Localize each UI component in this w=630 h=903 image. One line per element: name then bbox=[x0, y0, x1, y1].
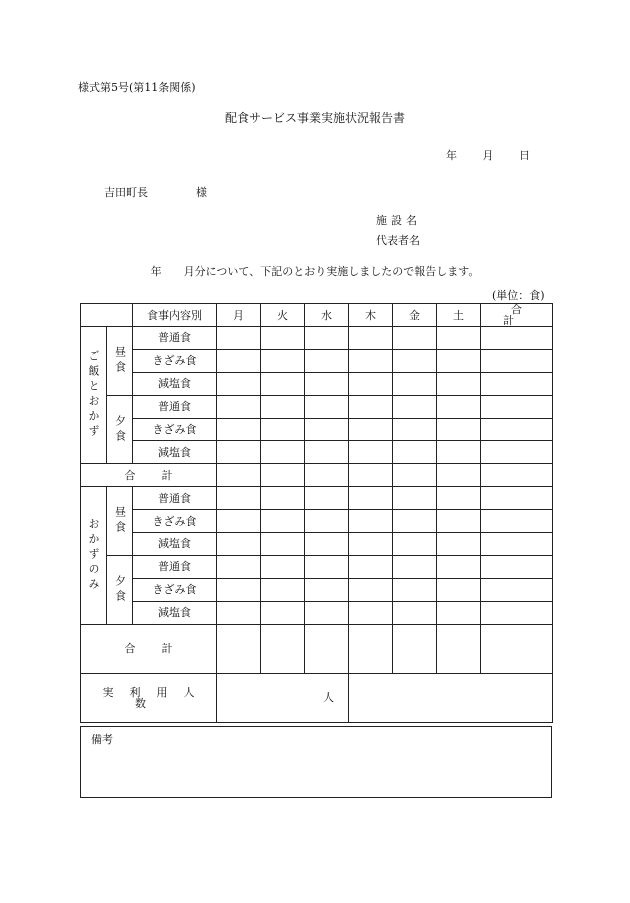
data-cell[interactable] bbox=[349, 441, 393, 464]
data-cell[interactable] bbox=[305, 578, 349, 601]
table-row bbox=[81, 487, 553, 510]
data-cell[interactable] bbox=[261, 395, 305, 418]
data-cell[interactable] bbox=[261, 533, 305, 556]
table-row bbox=[81, 441, 553, 464]
data-cell[interactable] bbox=[393, 418, 437, 441]
data-cell[interactable] bbox=[437, 624, 481, 673]
data-cell[interactable] bbox=[393, 624, 437, 673]
table-row bbox=[81, 578, 553, 601]
unit-label: (単位：食) bbox=[492, 289, 545, 302]
data-cell[interactable] bbox=[481, 441, 553, 464]
data-cell[interactable] bbox=[261, 624, 305, 673]
meal-label: 夕食 bbox=[107, 395, 133, 464]
data-cell[interactable] bbox=[261, 601, 305, 624]
data-cell[interactable] bbox=[393, 533, 437, 556]
data-cell[interactable] bbox=[349, 555, 393, 578]
date-line: 年 月 日 bbox=[446, 149, 530, 162]
report-sentence: 年 月分について、下記のとおり実施しましたので報告します。 bbox=[150, 265, 480, 278]
data-cell[interactable] bbox=[305, 487, 349, 510]
data-cell[interactable] bbox=[481, 418, 553, 441]
meal-type: 減塩食 bbox=[133, 372, 217, 395]
table-body bbox=[81, 304, 553, 723]
data-cell[interactable] bbox=[217, 624, 261, 673]
data-cell[interactable] bbox=[217, 578, 261, 601]
data-cell[interactable] bbox=[217, 555, 261, 578]
data-cell[interactable] bbox=[393, 555, 437, 578]
data-cell[interactable] bbox=[437, 418, 481, 441]
meal-type: 普通食 bbox=[133, 555, 217, 578]
data-cell[interactable] bbox=[349, 464, 393, 487]
data-cell[interactable] bbox=[393, 510, 437, 533]
table-row bbox=[81, 372, 553, 395]
data-cell[interactable] bbox=[217, 487, 261, 510]
data-cell[interactable] bbox=[437, 578, 481, 601]
data-cell[interactable] bbox=[481, 395, 553, 418]
header-day: 月 bbox=[217, 304, 261, 327]
data-cell[interactable] bbox=[305, 372, 349, 395]
representative-label: 代表者名 bbox=[376, 234, 420, 247]
group-label: ご飯とおかず bbox=[81, 327, 107, 464]
data-cell[interactable] bbox=[481, 555, 553, 578]
addressee bbox=[104, 184, 207, 200]
data-cell[interactable] bbox=[437, 555, 481, 578]
form-number: 様式第5号(第11条関係) bbox=[78, 81, 196, 94]
total-row bbox=[81, 624, 553, 673]
data-cell[interactable] bbox=[393, 441, 437, 464]
data-cell[interactable] bbox=[437, 395, 481, 418]
data-cell[interactable] bbox=[349, 510, 393, 533]
header-day: 金 bbox=[393, 304, 437, 327]
data-cell[interactable] bbox=[305, 418, 349, 441]
data-cell[interactable] bbox=[481, 578, 553, 601]
data-cell[interactable] bbox=[261, 441, 305, 464]
table-row bbox=[81, 327, 553, 350]
users-blank-cell bbox=[349, 673, 553, 722]
data-cell[interactable] bbox=[217, 372, 261, 395]
data-cell[interactable] bbox=[393, 372, 437, 395]
data-cell[interactable] bbox=[261, 464, 305, 487]
data-cell[interactable] bbox=[437, 510, 481, 533]
table-row bbox=[81, 418, 553, 441]
data-cell[interactable] bbox=[481, 533, 553, 556]
data-cell[interactable] bbox=[393, 327, 437, 350]
data-cell[interactable] bbox=[349, 487, 393, 510]
data-cell[interactable] bbox=[261, 510, 305, 533]
data-cell[interactable] bbox=[393, 487, 437, 510]
data-cell[interactable] bbox=[481, 349, 553, 372]
data-cell[interactable] bbox=[305, 349, 349, 372]
meal-type: 普通食 bbox=[133, 327, 217, 350]
data-cell[interactable] bbox=[261, 555, 305, 578]
header-row bbox=[81, 304, 553, 327]
header-day: 土 bbox=[437, 304, 481, 327]
data-cell[interactable] bbox=[261, 349, 305, 372]
data-cell[interactable] bbox=[481, 487, 553, 510]
meal-report-table bbox=[80, 303, 553, 723]
users-row bbox=[81, 673, 553, 722]
data-cell[interactable] bbox=[305, 555, 349, 578]
data-cell[interactable] bbox=[261, 578, 305, 601]
data-cell[interactable] bbox=[261, 487, 305, 510]
addressee-name: 吉田町長 bbox=[104, 186, 148, 199]
data-cell[interactable] bbox=[261, 372, 305, 395]
data-cell[interactable] bbox=[437, 487, 481, 510]
data-cell[interactable] bbox=[349, 418, 393, 441]
meal-label: 夕食 bbox=[107, 555, 133, 624]
data-cell[interactable] bbox=[437, 533, 481, 556]
table-row bbox=[81, 601, 553, 624]
data-cell[interactable] bbox=[217, 418, 261, 441]
total-label: 合計 bbox=[81, 624, 217, 673]
remarks-box[interactable] bbox=[80, 726, 552, 798]
data-cell[interactable] bbox=[481, 327, 553, 350]
honorific: 様 bbox=[196, 186, 207, 199]
header-day: 木 bbox=[349, 304, 393, 327]
data-cell[interactable] bbox=[437, 601, 481, 624]
data-cell[interactable] bbox=[349, 533, 393, 556]
data-cell[interactable] bbox=[217, 327, 261, 350]
subtotal-row bbox=[81, 464, 553, 487]
data-cell[interactable] bbox=[217, 510, 261, 533]
data-cell[interactable] bbox=[261, 418, 305, 441]
data-cell[interactable] bbox=[217, 441, 261, 464]
document-title: 配食サービス事業実施状況報告書 bbox=[224, 111, 405, 125]
meal-type: きざみ食 bbox=[133, 418, 217, 441]
data-cell[interactable] bbox=[349, 372, 393, 395]
data-cell[interactable] bbox=[393, 601, 437, 624]
meal-type: 減塩食 bbox=[133, 441, 217, 464]
header-category: 食事内容別 bbox=[133, 304, 217, 327]
meal-type: きざみ食 bbox=[133, 578, 217, 601]
data-cell[interactable] bbox=[261, 327, 305, 350]
users-count-cell[interactable]: 人 bbox=[217, 673, 349, 722]
data-cell[interactable] bbox=[305, 510, 349, 533]
data-cell[interactable] bbox=[437, 441, 481, 464]
users-label: 実利用人数 bbox=[81, 673, 217, 722]
data-cell[interactable] bbox=[481, 601, 553, 624]
data-cell[interactable] bbox=[393, 578, 437, 601]
data-cell[interactable] bbox=[349, 327, 393, 350]
meal-type: きざみ食 bbox=[133, 510, 217, 533]
group-label: おかずのみ bbox=[81, 487, 107, 624]
meal-type: 減塩食 bbox=[133, 601, 217, 624]
data-cell[interactable] bbox=[393, 395, 437, 418]
meal-type: 普通食 bbox=[133, 395, 217, 418]
meal-type: 普通食 bbox=[133, 487, 217, 510]
data-cell[interactable] bbox=[481, 372, 553, 395]
data-cell[interactable] bbox=[349, 395, 393, 418]
table-row bbox=[81, 510, 553, 533]
data-cell[interactable] bbox=[349, 601, 393, 624]
table-row bbox=[81, 533, 553, 556]
data-cell[interactable] bbox=[393, 349, 437, 372]
data-cell[interactable] bbox=[217, 533, 261, 556]
data-cell[interactable] bbox=[437, 327, 481, 350]
header-day: 水 bbox=[305, 304, 349, 327]
data-cell[interactable] bbox=[481, 510, 553, 533]
meal-type: 減塩食 bbox=[133, 533, 217, 556]
data-cell[interactable] bbox=[217, 464, 261, 487]
table-row bbox=[81, 555, 553, 578]
data-cell[interactable] bbox=[305, 395, 349, 418]
data-cell[interactable] bbox=[305, 327, 349, 350]
data-cell[interactable] bbox=[393, 464, 437, 487]
data-cell[interactable] bbox=[437, 349, 481, 372]
meal-label: 昼食 bbox=[107, 327, 133, 396]
data-cell[interactable] bbox=[349, 624, 393, 673]
header-total: 合 計 bbox=[481, 304, 553, 327]
header-blank bbox=[81, 304, 133, 327]
data-cell[interactable] bbox=[437, 464, 481, 487]
data-cell[interactable] bbox=[305, 464, 349, 487]
data-cell[interactable] bbox=[481, 624, 553, 673]
subtotal-label: 合計 bbox=[81, 464, 217, 487]
data-cell[interactable] bbox=[217, 601, 261, 624]
data-cell[interactable] bbox=[437, 372, 481, 395]
data-cell[interactable] bbox=[305, 533, 349, 556]
remarks-label: 備考 bbox=[91, 733, 113, 746]
data-cell[interactable] bbox=[349, 349, 393, 372]
data-cell[interactable] bbox=[217, 349, 261, 372]
data-cell[interactable] bbox=[217, 395, 261, 418]
data-cell[interactable] bbox=[305, 601, 349, 624]
header-day: 火 bbox=[261, 304, 305, 327]
data-cell[interactable] bbox=[305, 441, 349, 464]
table-row bbox=[81, 395, 553, 418]
meal-label: 昼食 bbox=[107, 487, 133, 556]
meal-type: きざみ食 bbox=[133, 349, 217, 372]
table-row bbox=[81, 349, 553, 372]
data-cell[interactable] bbox=[349, 578, 393, 601]
facility-name-label: 施設名 bbox=[376, 214, 421, 227]
data-cell[interactable] bbox=[481, 464, 553, 487]
data-cell[interactable] bbox=[305, 624, 349, 673]
